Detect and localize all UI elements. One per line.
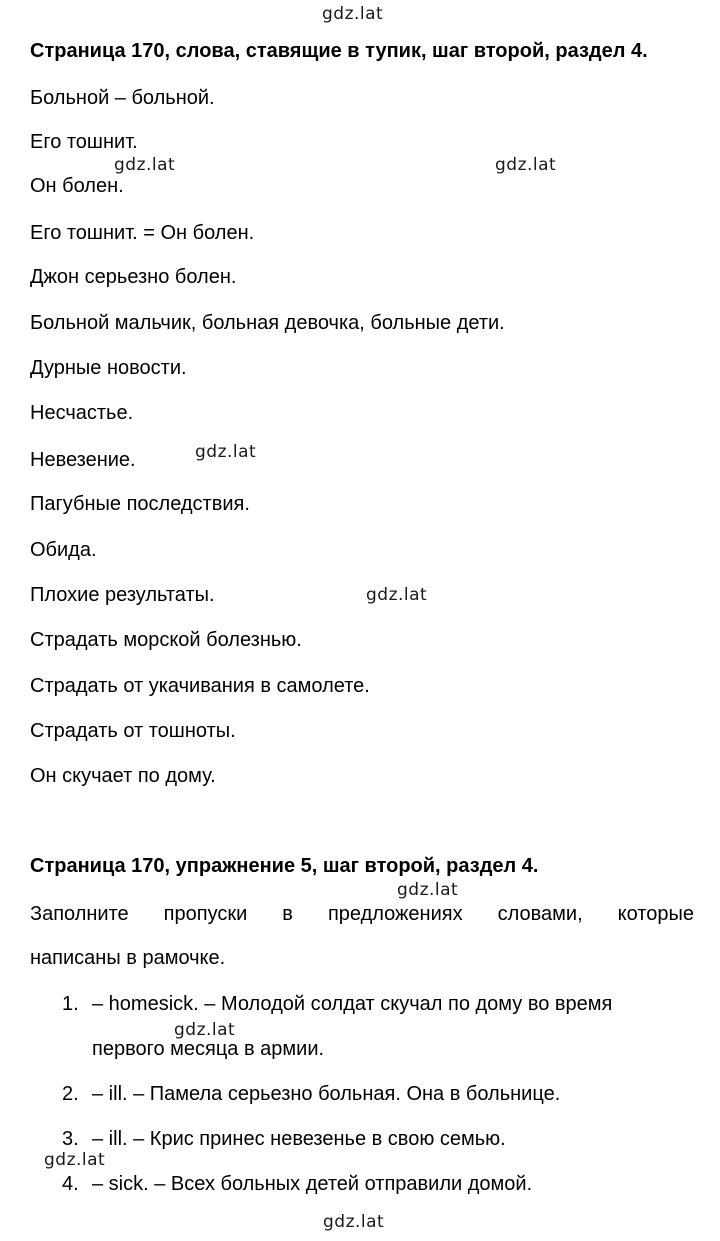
list-item: Невезение. — [30, 449, 136, 471]
list-item: Пагубные последствия. — [30, 493, 250, 515]
list-item: Дурные новости. — [30, 357, 187, 379]
watermark: gdz.lat — [44, 1150, 106, 1170]
item-text: – homesick. – Молодой солдат скучал по дому во время — [92, 993, 613, 1015]
list-item: Джон серьезно болен. — [30, 266, 237, 288]
list-item: Страдать от укачивания в самолете. — [30, 675, 370, 697]
instruction-line: Заполните пропуски в предложениях словами, которые — [30, 903, 694, 925]
instruction-line: написаны в рамочке. — [30, 947, 226, 969]
list-item: Его тошнит. = Он болен. — [30, 222, 255, 244]
item-text: первого месяца в армии. — [92, 1038, 325, 1060]
item-text: – sick. – Всех больных детей отправили домой. — [92, 1173, 533, 1195]
watermark: gdz.lat — [114, 155, 176, 175]
list-item: Несчастье. — [30, 402, 134, 424]
list-item: Больной – больной. — [30, 87, 215, 109]
watermark: gdz.lat — [174, 1020, 236, 1040]
watermark: gdz.lat — [195, 442, 257, 462]
item-number: 2. — [62, 1083, 79, 1105]
item-number: 3. — [62, 1128, 79, 1150]
list-item: Страдать от тошноты. — [30, 720, 236, 742]
watermark: gdz.lat — [397, 880, 459, 900]
list-item: Он скучает по дому. — [30, 765, 216, 787]
list-item: Страдать морской болезнью. — [30, 629, 302, 651]
item-number: 4. — [62, 1173, 79, 1195]
section1-heading: Страница 170, слова, ставящие в тупик, шаг второй, раздел 4. — [30, 40, 648, 62]
watermark: gdz.lat — [366, 585, 428, 605]
list-item: Обида. — [30, 539, 97, 561]
watermark: gdz.lat — [322, 4, 384, 24]
item-number: 1. — [62, 993, 79, 1015]
watermark: gdz.lat — [495, 155, 557, 175]
list-item: Плохие результаты. — [30, 584, 215, 606]
item-text: – ill. – Крис принес невезенье в свою семью. — [92, 1128, 506, 1150]
list-item: Он болен. — [30, 175, 124, 197]
watermark: gdz.lat — [323, 1212, 385, 1232]
section2-heading: Страница 170, упражнение 5, шаг второй, раздел 4. — [30, 855, 539, 877]
list-item: Его тошнит. — [30, 131, 138, 153]
list-item: Больной мальчик, больная девочка, больные дети. — [30, 312, 505, 334]
item-text: – ill. – Памела серьезно больная. Она в больнице. — [92, 1083, 561, 1105]
